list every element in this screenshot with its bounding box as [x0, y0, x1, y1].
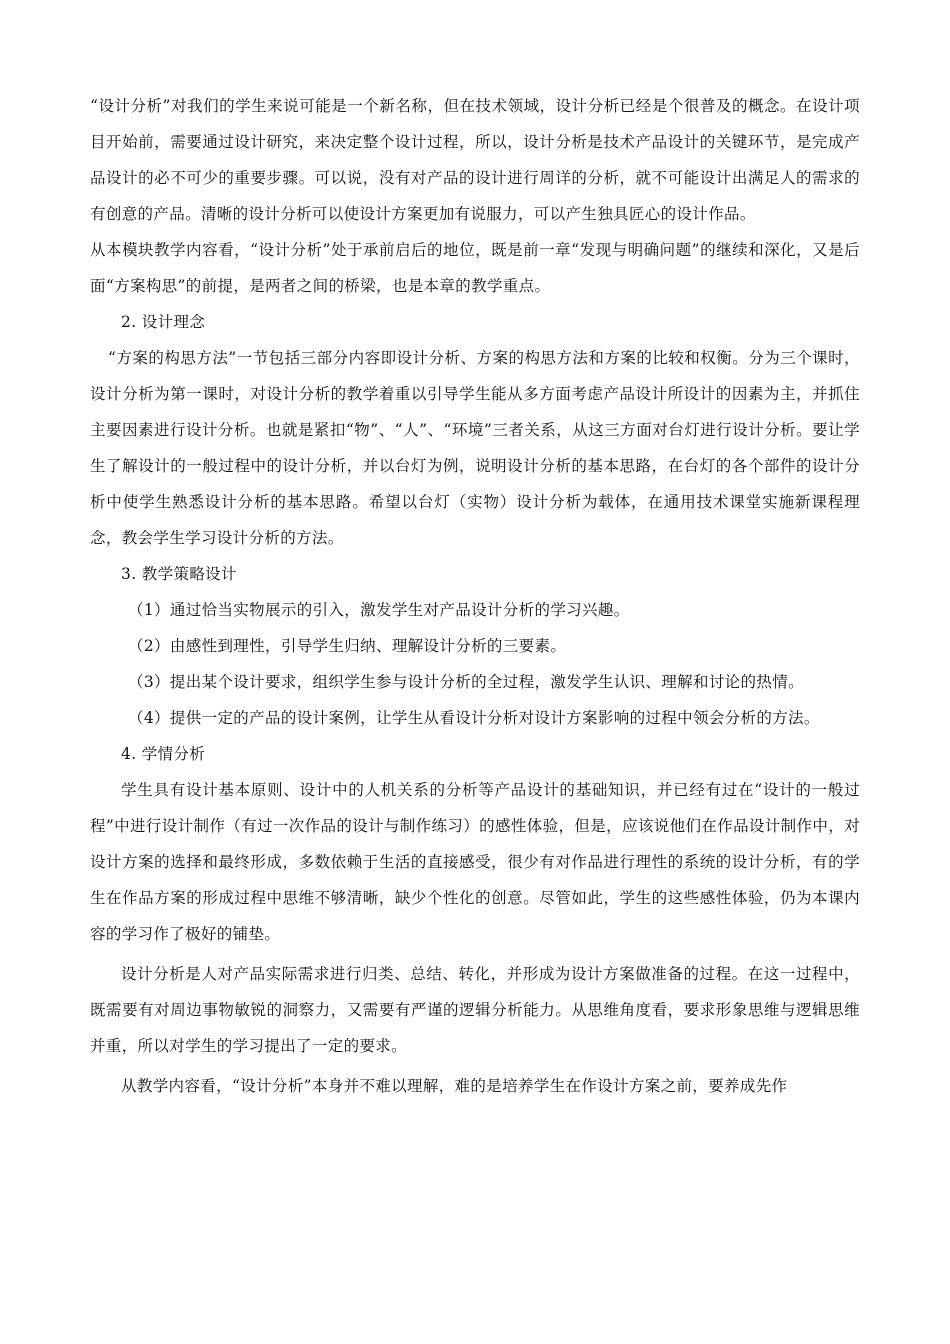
paragraph-design-concept: “方案的构思方法”一节包括三部分内容即设计分析、方案的构思方法和方案的比较和权衡。分为三个课时，设计分析为第一课时，对设计分析的教学着重以引导学生能从多方面考虑产品设计所设计的因素为主，并抓住主要因素进行设计分析。也就是紧扣“物”、“人”、“环境”三者关系，从这三方面对台灯进行设计分析。要让学生了解设计的一般过程中的设计分析，并以台灯为例，说明设计分析的基本思路，在台灯的各个部件的设计分析中使学生熟悉设计分析的基本思路。希望以台灯（实物）设计分析为载体，在通用技术课堂实施新课程理念，教会学生学习设计分析的方法。	[90, 349, 860, 547]
paragraph-design-analysis-process: 设计分析是人对产品实际需求进行归类、总结、转化，并形成为设计方案做准备的过程。在这一过程中，既需要有对周边事物敏锐的洞察力，又需要有严谨的逻辑分析能力。从思维角度看，要求形象思维与逻辑思维并重，所以对学生的学习提出了一定的要求。	[90, 965, 860, 1055]
paragraph-module-content: 从本模块教学内容看，“设计分析”处于承前启后的地位，既是前一章“发现与明确问题”的继续和深化，又是后面“方案构思”的前提，是两者之间的桥梁，也是本章的教学重点。	[90, 241, 860, 295]
paragraph-learner-analysis: 学生具有设计基本原则、设计中的人机关系的分析等产品设计的基础知识，并已经有过在“设计的一般过程”中进行设计制作（有过一次作品的设计与制作练习）的感性体验，但是，应该说他们在作品设计制作中，对设计方案的选择和最终形成，多数依赖于生活的直接感受，很少有对作品进行理性的系统的设计分析，有的学生在作品方案的形成过程中思维不够清晰，缺少个性化的创意。尽管如此，学生的这些感性体验，仍为本课内容的学习作了极好的铺垫。	[90, 781, 860, 943]
paragraph-teaching-content: 从教学内容看，“设计分析”本身并不难以理解，难的是培养学生在作设计方案之前，要养成先作	[121, 1077, 788, 1095]
heading-teaching-strategy: 3. 教学策略设计	[121, 565, 237, 583]
paragraph-design-analysis-intro: “设计分析”对我们的学生来说可能是一个新名称，但在技术领域，设计分析已经是个很普及的概念。在设计项目开始前，需要通过设计研究，来决定整个设计过程，所以，设计分析是技术产品设计的关键环节，是完成产品设计的必不可少的重要步骤。可以说，没有对产品的设计进行周详的分析，就不可能设计出满足人的需求的有创意的产品。清晰的设计分析可以使设计方案更加有说服力，可以产生独具匠心的设计作品。	[90, 97, 860, 223]
strategy-item-3: （3）提出某个设计要求，组织学生参与设计分析的全过程，激发学生认识、理解和讨论的热情。	[128, 673, 804, 691]
strategy-item-2: （2）由感性到理性，引导学生归纳、理解设计分析的三要素。	[128, 637, 567, 655]
heading-learner-analysis: 4. 学情分析	[121, 745, 206, 763]
strategy-item-4: （4）提供一定的产品的设计案例，让学生从看设计分析对设计方案影响的过程中领会分析的方法。	[128, 709, 820, 727]
strategy-item-1: （1）通过恰当实物展示的引入，激发学生对产品设计分析的学习兴趣。	[128, 601, 630, 619]
heading-design-concept: 2. 设计理念	[121, 313, 206, 331]
document-page	[90, 88, 860, 1104]
